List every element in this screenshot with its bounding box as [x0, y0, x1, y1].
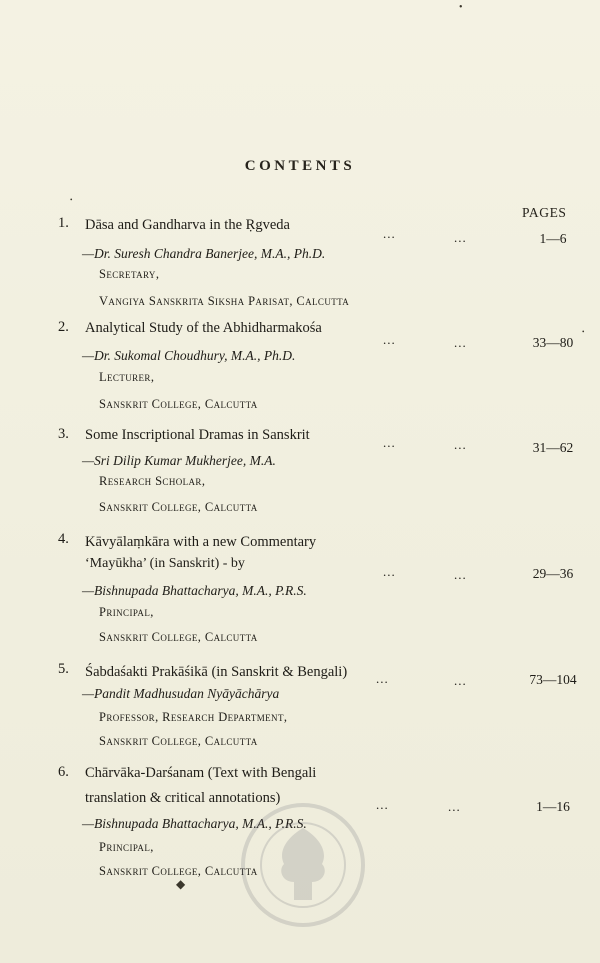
entry-author: —Dr. Suresh Chandra Banerjee, M.A., Ph.D.	[82, 246, 326, 261]
entry-position: Lecturer,	[99, 370, 155, 384]
entry-pages: 31—62	[532, 440, 574, 455]
entry-title-line-1: Chārvāka-Darśanam (Text with Bengali	[85, 765, 317, 781]
entry-number: 5.	[58, 661, 69, 677]
leader-dots: ...	[454, 335, 467, 350]
entry-title: Some Inscriptional Dramas in Sanskrit	[85, 427, 310, 443]
entry-number: 6.	[58, 764, 69, 780]
entry-position: Professor, Research Department,	[99, 710, 288, 724]
entry-position: Principal,	[99, 840, 154, 854]
contents-entry-3	[58, 426, 578, 526]
entry-pages: 1—16	[536, 799, 570, 814]
contents-entry-2	[58, 319, 578, 419]
leader-dots: ...	[383, 226, 396, 241]
entry-number: 2.	[58, 319, 69, 335]
leader-dots: ...	[383, 332, 396, 347]
entry-title: Dāsa and Gandharva in the Ṛgveda	[85, 217, 290, 233]
contents-entry-4	[58, 531, 578, 651]
entry-number: 3.	[58, 426, 69, 442]
leader-dots: ...	[448, 799, 461, 814]
contents-heading: CONTENTS	[244, 158, 356, 174]
page-speck: ◆	[176, 877, 186, 891]
entry-author: —Bishnupada Bhattacharya, M.A., P.R.S.	[82, 816, 307, 831]
entry-pages: 29—36	[532, 566, 574, 581]
page-speck: •	[70, 196, 73, 204]
entry-institution: Sanskrit College, Calcutta	[99, 500, 258, 514]
entry-institution: Sanskrit College, Calcutta	[99, 734, 258, 748]
entry-author: —Pandit Madhusudan Nyāyāchārya	[82, 686, 280, 701]
entry-institution: Sanskrit College, Calcutta	[99, 864, 258, 878]
leader-dots: ...	[454, 567, 467, 582]
leader-dots: ...	[454, 230, 467, 245]
contents-entry-1	[58, 214, 578, 314]
pages-column-header: PAGES	[522, 205, 567, 220]
page-speck: •	[459, 2, 463, 13]
entry-title: Analytical Study of the Abhidharmakośa	[85, 320, 322, 336]
contents-entry-5	[58, 661, 578, 761]
leader-dots: ...	[376, 671, 389, 686]
leader-dots: ...	[383, 564, 396, 579]
entry-author: —Dr. Sukomal Choudhury, M.A., Ph.D.	[82, 348, 296, 363]
leader-dots: ...	[454, 673, 467, 688]
leader-dots: ...	[376, 797, 389, 812]
entry-position: Principal,	[99, 605, 154, 619]
entry-title-line-2: ‘Mayūkha’ (in Sanskrit) - by	[85, 556, 245, 571]
entry-institution: Sanskrit College, Calcutta	[99, 397, 258, 411]
leader-dots: ...	[454, 437, 467, 452]
entry-title-line-2: translation & critical annotations)	[85, 790, 281, 806]
entry-number: 1.	[58, 215, 69, 231]
entry-institution: Sanskrit College, Calcutta	[99, 630, 258, 644]
entry-pages: 1—6	[539, 231, 567, 246]
entry-institution: Vangiya Sanskrita Siksha Parisat, Calcutta	[99, 294, 350, 308]
entry-author: —Sri Dilip Kumar Mukherjee, M.A.	[82, 453, 276, 468]
entry-position: Secretary,	[99, 267, 160, 281]
entry-position: Research Scholar,	[99, 474, 206, 488]
entry-pages: 73—104	[529, 672, 577, 687]
library-seal-watermark	[238, 800, 368, 930]
entry-author: —Bishnupada Bhattacharya, M.A., P.R.S.	[82, 583, 307, 598]
entry-title: Śabdaśakti Prakāśikā (in Sanskrit & Bengali)	[85, 664, 348, 680]
page-speck: •	[582, 328, 585, 336]
leader-dots: ...	[383, 435, 396, 450]
entry-title-line-1: Kāvyālaṃkāra with a new Commentary	[85, 534, 317, 550]
entry-pages: 33—80	[532, 335, 574, 350]
entry-number: 4.	[58, 531, 69, 547]
